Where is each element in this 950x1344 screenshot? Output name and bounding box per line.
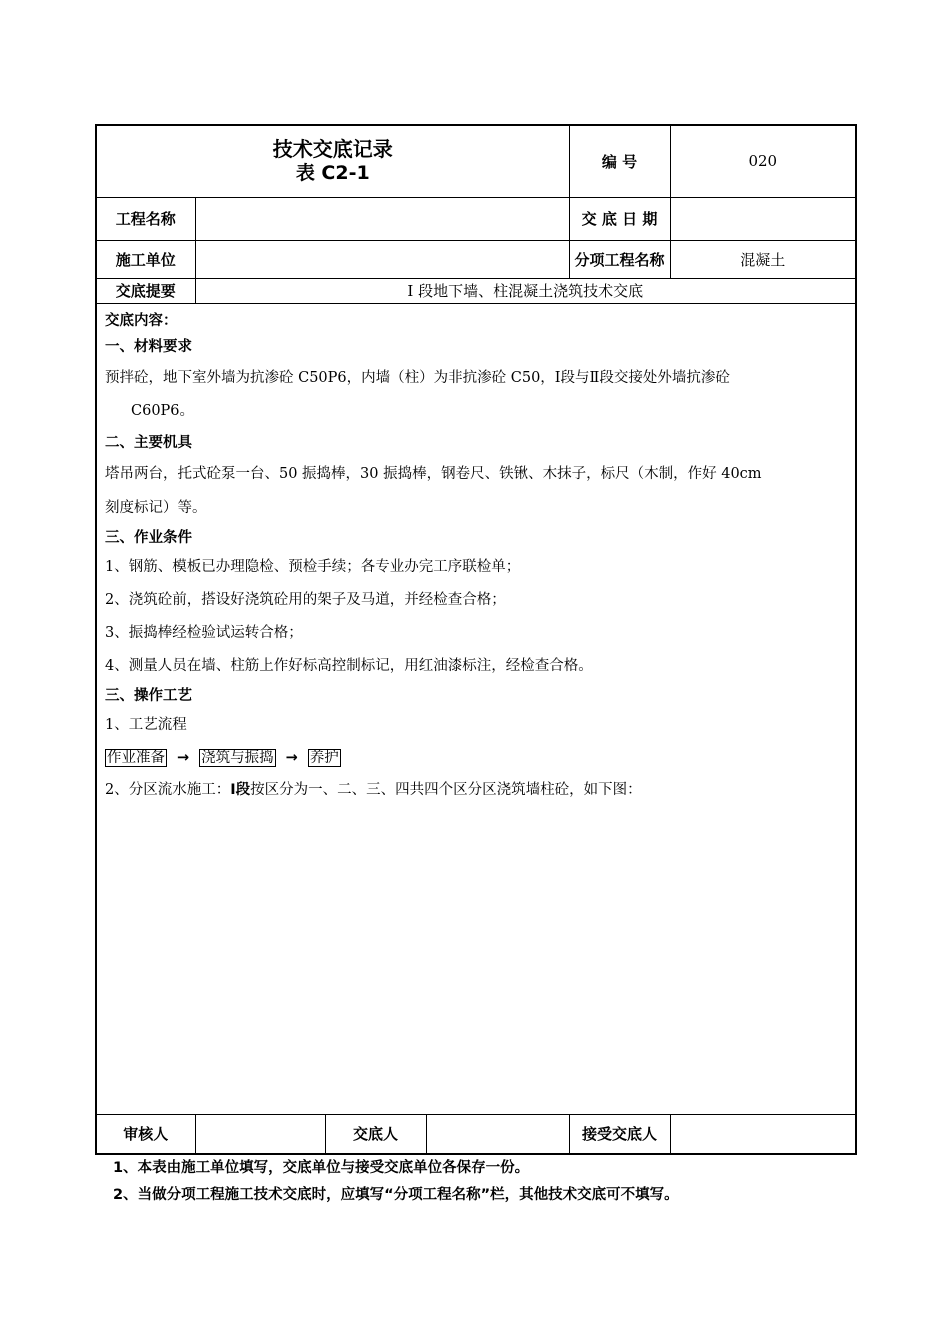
form-title-cell — [96, 125, 569, 197]
receiver-label: 接受交底人 — [569, 1114, 670, 1154]
section-materials-title: 一、材料要求 — [105, 338, 192, 355]
contractor-field[interactable] — [195, 240, 569, 278]
receiver-field[interactable] — [670, 1114, 856, 1154]
project-name-label: 工程名称 — [96, 197, 195, 240]
section-equipment-title: 二、主要机具 — [105, 434, 192, 451]
zoning-text-prefix: 2、分区流水施工： — [105, 781, 231, 798]
form-code: 表 C2-1 — [295, 162, 370, 185]
condition-item: 4、测量人员在墙、柱筋上作好标高控制标记，用红油漆标注，经检查合格。 — [105, 657, 593, 674]
subproject-label: 分项工程名称 — [569, 240, 670, 278]
summary-field[interactable]: Ⅰ 段地下墙、柱混凝土浇筑技术交底 — [195, 278, 856, 303]
condition-item: 2、浇筑砼前，搭设好浇筑砼用的架子及马道，并经检查合格； — [105, 591, 506, 608]
presenter-field[interactable] — [426, 1114, 569, 1154]
note-item: 2、当做分项工程施工技术交底时，应填写“分项工程名称”栏，其他技术交底可不填写。 — [113, 1187, 679, 1203]
section-process-title: 三、操作工艺 — [105, 687, 192, 704]
condition-item: 1、钢筋、模板已办理隐检、预检手续；各专业办完工序联检单； — [105, 558, 521, 575]
number-value[interactable]: 020 — [670, 125, 856, 197]
briefing-content — [96, 303, 856, 1114]
number-label: 编 号 — [569, 125, 670, 197]
materials-text-line2: C60P6。 — [131, 402, 195, 419]
zoning-text-body: 按区分为一、二、三、四共四个区分区浇筑墙柱砼，如下图： — [250, 781, 642, 798]
flow-step-cure: 养护 — [309, 749, 339, 766]
equipment-text-line2: 刻度标记）等。 — [105, 499, 207, 516]
content-intro: 交底内容： — [105, 312, 178, 329]
form-notes — [113, 1155, 679, 1209]
form-title: 技术交底记录 — [272, 137, 393, 162]
flow-arrow-icon: → — [285, 749, 298, 766]
technical-briefing-form — [95, 124, 855, 1155]
date-field[interactable] — [670, 197, 856, 240]
presenter-label: 交底人 — [325, 1114, 426, 1154]
materials-text-line1: 预拌砼，地下室外墙为抗渗砼 C50P6，内墙（柱）为非抗渗砼 C50，Ⅰ段与Ⅱ段交接处外墙抗渗砼 — [105, 369, 730, 386]
date-label: 交 底 日 期 — [569, 197, 670, 240]
zoning-text-section: Ⅰ段 — [230, 781, 251, 798]
note-item: 1、本表由施工单位填写，交底单位与接受交底单位各保存一份。 — [113, 1160, 530, 1176]
equipment-text-line1: 塔吊两台，托式砼泵一台、50 振捣棒，30 振捣棒，钢卷尺、铁锹、木抹子，标尺（木制，作好 40cm — [105, 465, 762, 482]
reviewer-field[interactable] — [195, 1114, 325, 1154]
summary-label: 交底提要 — [96, 278, 195, 303]
flow-step-pour: 浇筑与振捣 — [201, 749, 274, 766]
subproject-field[interactable]: 混凝土 — [670, 240, 856, 278]
project-name-field[interactable] — [195, 197, 569, 240]
process-flow-heading: 1、工艺流程 — [105, 716, 187, 733]
process-flow — [105, 742, 849, 774]
condition-item: 3、振捣棒经检验试运转合格； — [105, 624, 303, 641]
section-conditions-title: 三、作业条件 — [105, 529, 192, 546]
reviewer-label: 审核人 — [96, 1114, 195, 1154]
form-table — [95, 124, 857, 1155]
flow-arrow-icon: → — [177, 749, 190, 766]
flow-step-prepare: 作业准备 — [107, 749, 165, 766]
contractor-label: 施工单位 — [96, 240, 195, 278]
zoning-text — [105, 774, 849, 807]
